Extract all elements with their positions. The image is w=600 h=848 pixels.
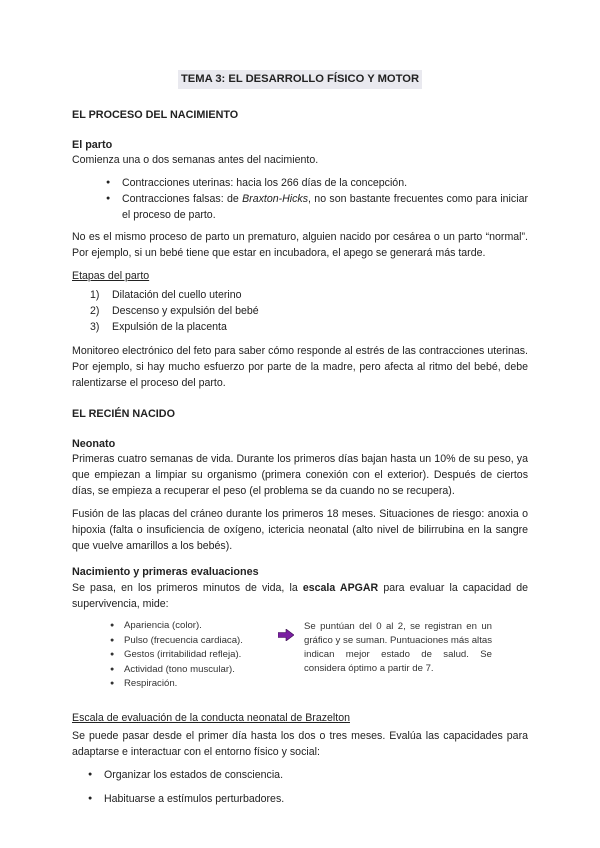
list-item: ● Actividad (tono muscular). xyxy=(110,663,290,677)
list-item: ● Apariencia (color). xyxy=(110,619,290,633)
list-item: ● Respiración. xyxy=(110,677,290,691)
apgar-note: Se puntúan del 0 al 2, se registran en un gráfico y se suman. Puntuaciones más altas indican mejor estado de salud. Se considera óptimo a partir de 7. xyxy=(304,621,492,675)
apgar-figure xyxy=(72,619,528,697)
subheading-evaluations: Nacimiento y primeras evaluaciones xyxy=(72,566,259,579)
list-item: ● Contracciones uterinas: hacia los 266 días de la concepción. xyxy=(108,176,528,192)
monitoring-paragraph: Monitoreo electrónico del feto para saber cómo responde al estrés de las contracciones uterinas. Por ejemplo, si hay mucho esfuerzo por parte de la madre, pero afecta al ritmo del bebé, debe ralentizarse el proceso del parto. xyxy=(72,345,528,389)
neonate-paragraph: Primeras cuatro semanas de vida. Durante los primeros días bajan hasta un 10% de su peso, ya que empiezan a limpiar su organismo (primera conexión con el exterior). Después de ciertos días, se empieza a recuperar el peso (el problema se da cuando no se recupera). xyxy=(72,453,528,497)
stage-text: Expulsión de la placenta xyxy=(112,321,227,334)
list-item: ● Gestos (irritabilidad refleja). xyxy=(110,648,290,662)
brazelton-paragraph: Se puede pasar desde el primer día hasta los dos o tres meses. Evalúa las capacidades para adaptarse e interactuar con el entorno físico y social: xyxy=(72,730,528,759)
stage-number: 1) xyxy=(90,289,100,302)
subheading-labor: El parto xyxy=(72,138,113,151)
stage-number: 3) xyxy=(90,321,100,334)
stage-number: 2) xyxy=(90,305,100,318)
list-item: ● Pulso (frecuencia cardiaca). xyxy=(110,634,290,648)
list-item xyxy=(90,288,528,304)
list-item xyxy=(108,192,528,224)
brazelton-list xyxy=(72,768,528,808)
contractions-list xyxy=(72,176,528,224)
stage-text: Descenso y expulsión del bebé xyxy=(112,305,259,318)
section-heading-birth: EL PROCESO DEL NACIMIENTO xyxy=(72,108,239,121)
title-wrap xyxy=(72,70,528,89)
apgar-scale-term: escala APGAR xyxy=(302,581,379,594)
contractions-false-pre: Contracciones falsas: de xyxy=(122,192,239,205)
premature-paragraph: No es el mismo proceso de parto un prematuro, alguien nacido por cesárea o un parto “normal”. Por ejemplo, si un bebé tiene que estar en incubadora, el apego se generará más tarde. xyxy=(72,230,528,259)
stages-list xyxy=(72,288,528,336)
contractions-false-post: , no son bastante frecuentes como para iniciar el proceso de parto. xyxy=(122,192,528,221)
list-item: ● Habituarse a estímulos perturbadores. xyxy=(90,792,528,808)
subheading-neonate: Neonato xyxy=(72,437,116,450)
skull-paragraph: Fusión de las placas del cráneo durante los primeros 18 meses. Situaciones de riesgo: anoxia o hipoxia (falta o insuficiencia de oxígeno, ictericia neonatal (alto nivel de bilirrubina en la sangre que vuelve amarillos a los bebés). xyxy=(72,507,528,552)
page-title: TEMA 3: EL DESARROLLO FÍSICO Y MOTOR xyxy=(178,70,422,89)
list-item xyxy=(90,320,528,336)
stages-heading: Etapas del parto xyxy=(72,269,150,282)
apgar-list xyxy=(110,619,290,691)
list-item: ● Organizar los estados de consciencia. xyxy=(90,768,528,784)
brazelton-heading: Escala de evaluación de la conducta neonatal de Brazelton xyxy=(72,712,350,725)
labor-intro: Comienza una o dos semanas antes del nacimiento. xyxy=(72,154,319,167)
section-heading-newborn: EL RECIÉN NACIDO xyxy=(72,407,175,420)
stage-text: Dilatación del cuello uterino xyxy=(112,289,242,302)
right-arrow-icon xyxy=(278,629,294,641)
braxton-hicks-term: Braxton-Hicks xyxy=(242,192,309,205)
list-item xyxy=(90,304,528,320)
apgar-intro-pre: Se pasa, en los primeros minutos de vida, la xyxy=(72,581,298,594)
apgar-intro xyxy=(72,581,528,613)
apgar-intro-post: para evaluar la capacidad de supervivencia, mide: xyxy=(72,581,528,610)
